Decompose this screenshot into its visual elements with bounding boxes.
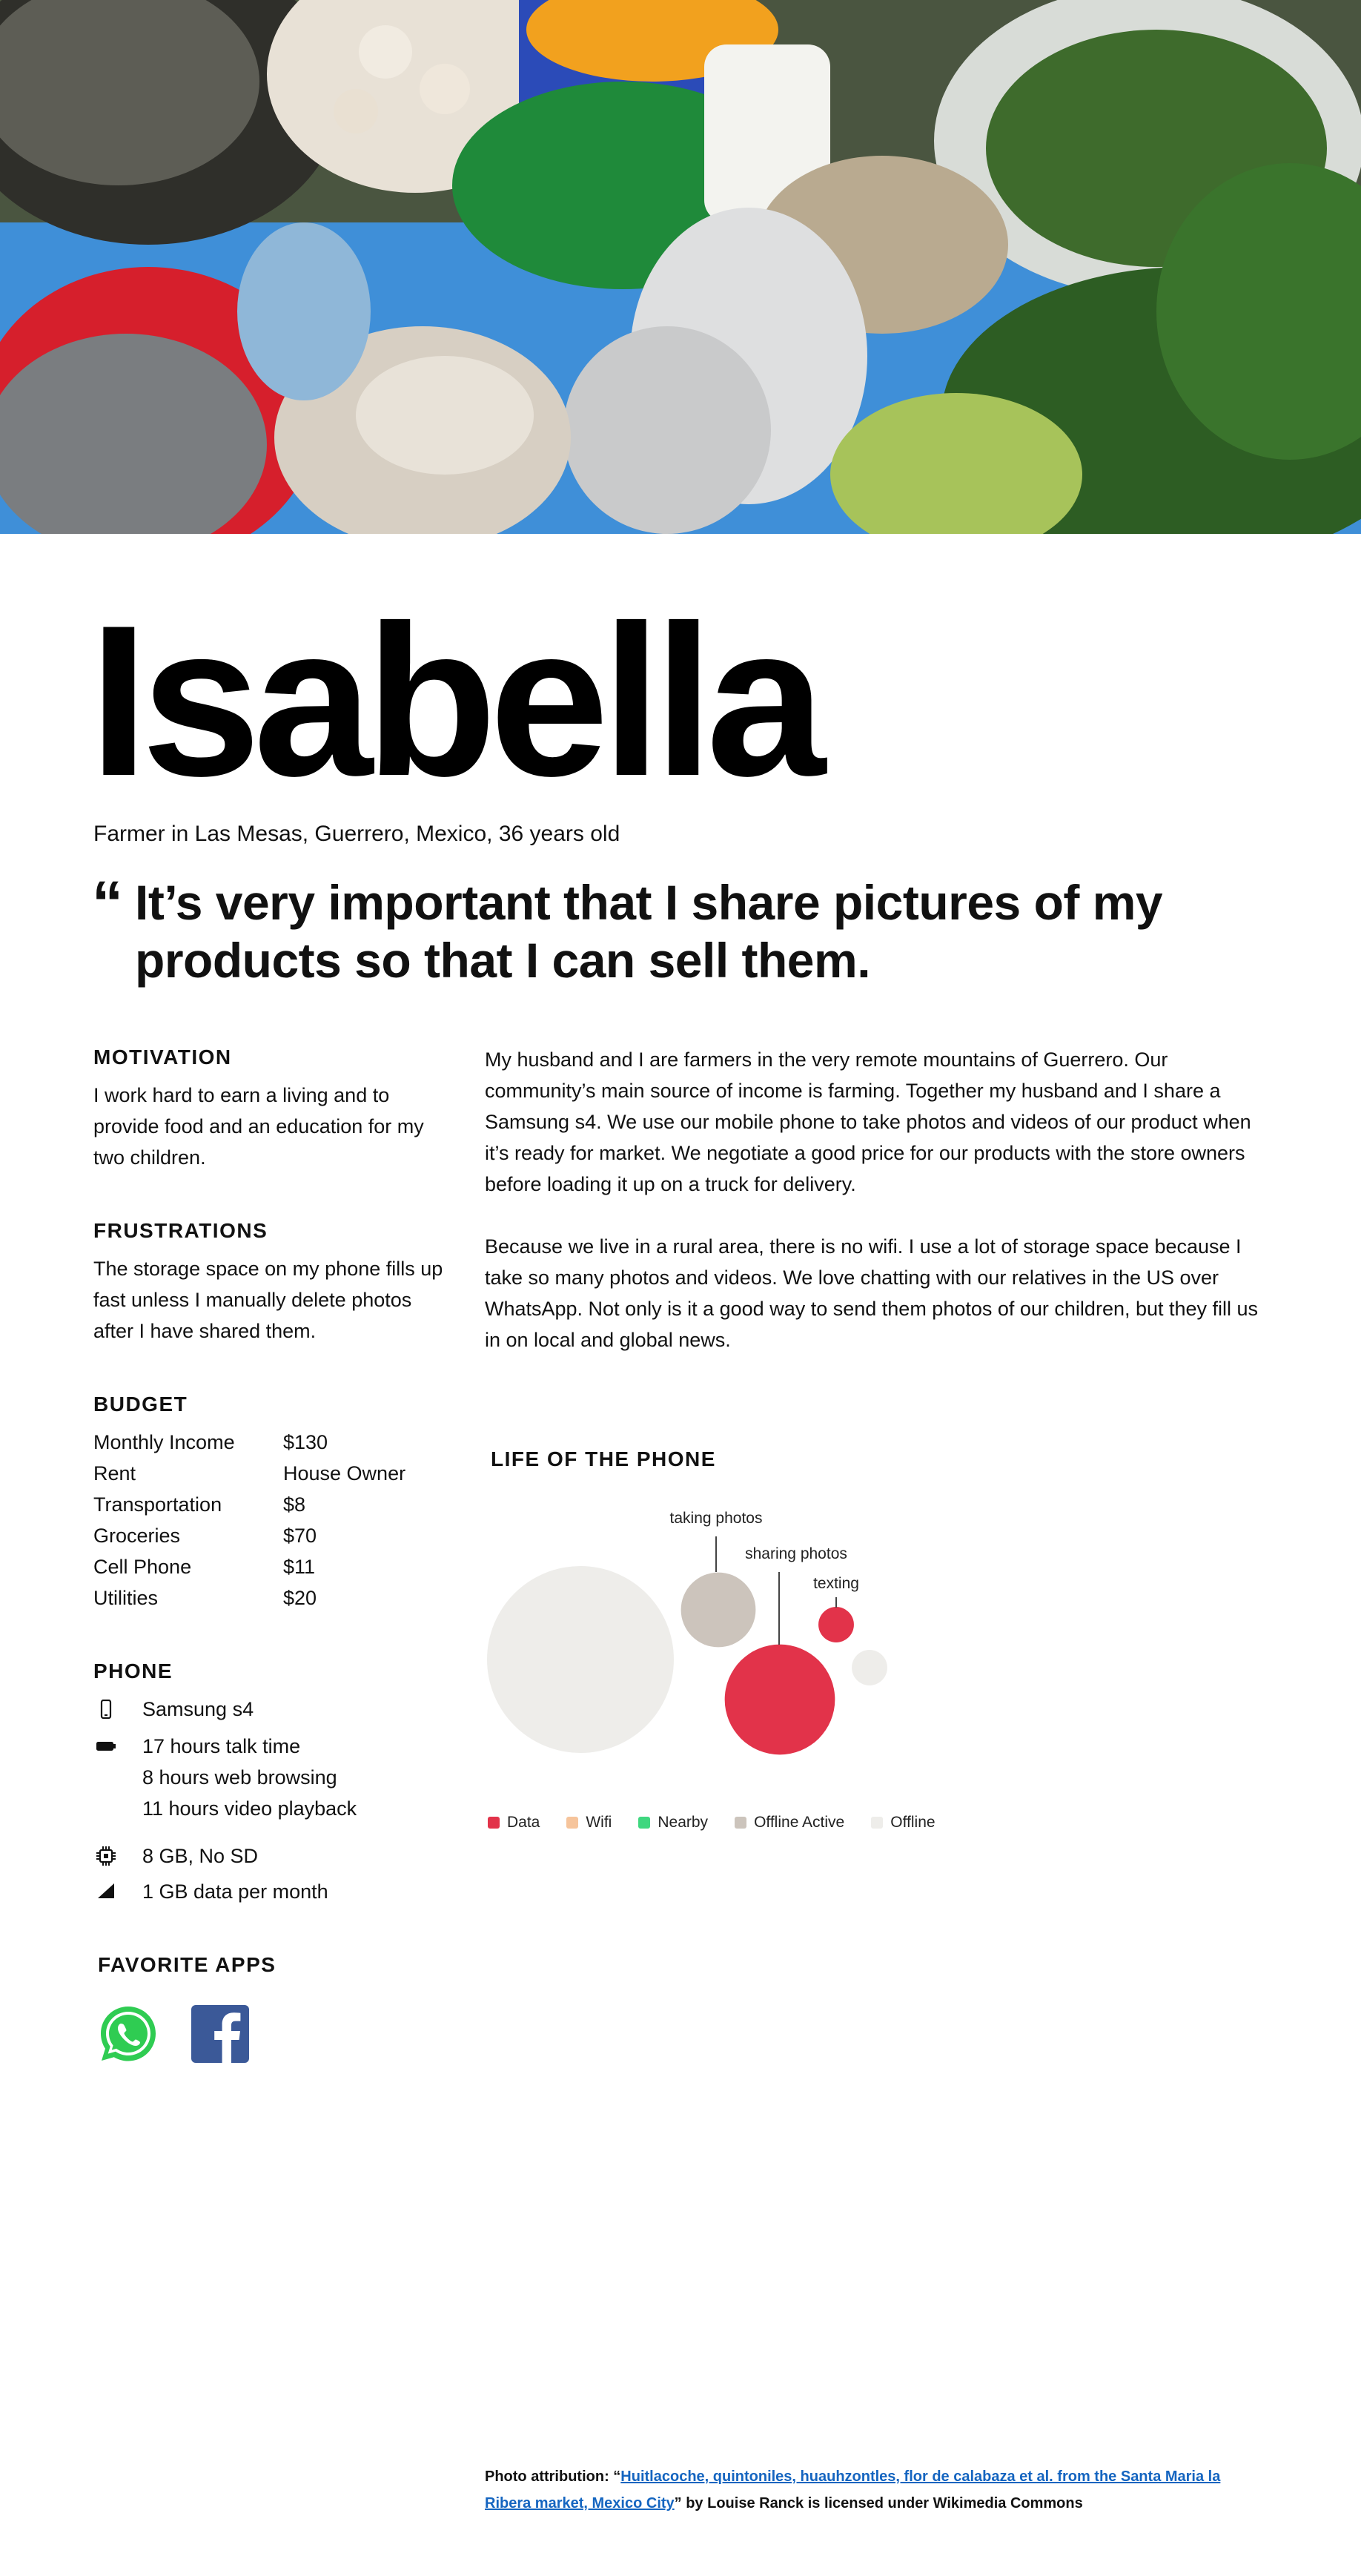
hero-market-photo	[0, 0, 1361, 534]
whatsapp-icon[interactable]	[98, 2004, 159, 2064]
legend-item	[488, 1814, 540, 1832]
bubble-data	[725, 1645, 835, 1755]
phone-spec-line: 8 hours web browsing	[142, 1766, 337, 1789]
legend-item	[871, 1814, 935, 1832]
signal-icon	[96, 1882, 116, 1901]
legend-swatch	[735, 1817, 746, 1829]
bubble-offline	[487, 1566, 674, 1753]
legend-swatch	[871, 1817, 883, 1829]
attribution-link[interactable]: Huitlacoche, quintoniles, huauhzontles, flor de calabaza et al. from the Santa Maria la Ribera market, Mexico City	[485, 2468, 1221, 2511]
persona-quote: It’s very important that I share pictures of my products so that I can sell them.	[135, 875, 1163, 988]
budget-label: Transportation	[93, 1493, 222, 1516]
legend-swatch	[566, 1817, 578, 1829]
bubble-label: sharing photos	[745, 1545, 847, 1562]
budget-value: $130	[283, 1431, 328, 1453]
chart-legend	[488, 1814, 936, 1832]
story-paragraph: Because we live in a rural area, there is no wifi. I use a lot of storage space because I take so many photos and videos. We love chatting with our relatives in the US over WhatsApp. Not only is it a good way to send them photos of our children, but they fill us in on local and global news.	[485, 1235, 1259, 1351]
life-of-phone-heading: LIFE OF THE PHONE	[491, 1447, 716, 1470]
phone-spec-line: Samsung s4	[142, 1698, 254, 1720]
legend-item	[735, 1814, 844, 1832]
phone-heading: PHONE	[93, 1659, 173, 1682]
facebook-icon[interactable]	[190, 2004, 251, 2064]
phone-spec-line: 8 GB, No SD	[142, 1845, 259, 1867]
budget-row	[93, 1551, 405, 1582]
legend-label: Offline Active	[754, 1814, 845, 1831]
budget-row	[93, 1458, 405, 1489]
budget-label: Groceries	[93, 1525, 181, 1547]
budget-label: Monthly Income	[93, 1431, 235, 1453]
photo-attribution	[485, 2463, 1271, 2517]
budget-label: Rent	[93, 1462, 136, 1484]
phone-spec-line: 17 hours talk time	[142, 1735, 301, 1757]
budget-value: $11	[283, 1556, 316, 1578]
legend-label: Offline	[890, 1814, 936, 1831]
persona-name: Isabella	[89, 581, 818, 821]
chip-icon	[96, 1846, 116, 1866]
budget-value: House Owner	[283, 1462, 406, 1484]
budget-table	[93, 1427, 405, 1614]
budget-value: $70	[283, 1525, 317, 1547]
attribution-suffix: ” by Louise Ranck is licensed under Wikimedia Commons	[674, 2495, 1083, 2511]
motivation-heading: MOTIVATION	[93, 1046, 232, 1069]
smartphone-icon	[96, 1700, 116, 1719]
legend-item	[638, 1814, 708, 1832]
budget-label: Utilities	[93, 1587, 159, 1609]
budget-value: $8	[283, 1493, 306, 1516]
phone-spec-line: 1 GB data per month	[142, 1880, 328, 1903]
favorite-apps-heading: FAVORITE APPS	[98, 1953, 276, 1976]
quote-mark: “	[92, 868, 123, 938]
battery-icon	[96, 1737, 116, 1756]
persona-subtitle: Farmer in Las Mesas, Guerrero, Mexico, 36 years old	[93, 822, 620, 846]
frustrations-text: The storage space on my phone fills up fast unless I manually delete photos after I have shared them.	[93, 1258, 443, 1342]
bubble-offline-active	[681, 1573, 756, 1648]
bubble-label: taking photos	[669, 1510, 763, 1527]
legend-swatch	[638, 1817, 650, 1829]
bubble-label: texting	[813, 1575, 859, 1592]
budget-label: Cell Phone	[93, 1556, 192, 1578]
bubble-offline	[852, 1650, 887, 1685]
legend-label: Data	[507, 1814, 540, 1831]
budget-row	[93, 1427, 405, 1458]
legend-item	[566, 1814, 612, 1832]
motivation-text: I work hard to earn a living and to provide food and an education for my two children.	[93, 1084, 424, 1169]
attribution-prefix: Photo attribution: “	[485, 2468, 621, 2485]
budget-row	[93, 1489, 405, 1520]
frustrations-heading: FRUSTRATIONS	[93, 1219, 268, 1242]
budget-row	[93, 1582, 405, 1614]
legend-label: Wifi	[586, 1814, 612, 1831]
budget-value: $20	[283, 1587, 317, 1609]
market-produce-illustration	[0, 0, 1361, 534]
legend-swatch	[488, 1817, 500, 1829]
bubble-data	[818, 1607, 854, 1642]
story-paragraph: My husband and I are farmers in the very remote mountains of Guerrero. Our community’s main source of income is farming. Together my husband and I share a Samsung s4. We use our mobile phone to take photos and videos of our product when it’s ready for market. We negotiate a good price for our products with the store owners before loading it up on a truck for delivery.	[485, 1048, 1251, 1195]
phone-spec-line: 11 hours video playback	[142, 1797, 357, 1820]
legend-label: Nearby	[658, 1814, 709, 1831]
budget-row	[93, 1520, 405, 1551]
budget-heading: BUDGET	[93, 1393, 188, 1416]
